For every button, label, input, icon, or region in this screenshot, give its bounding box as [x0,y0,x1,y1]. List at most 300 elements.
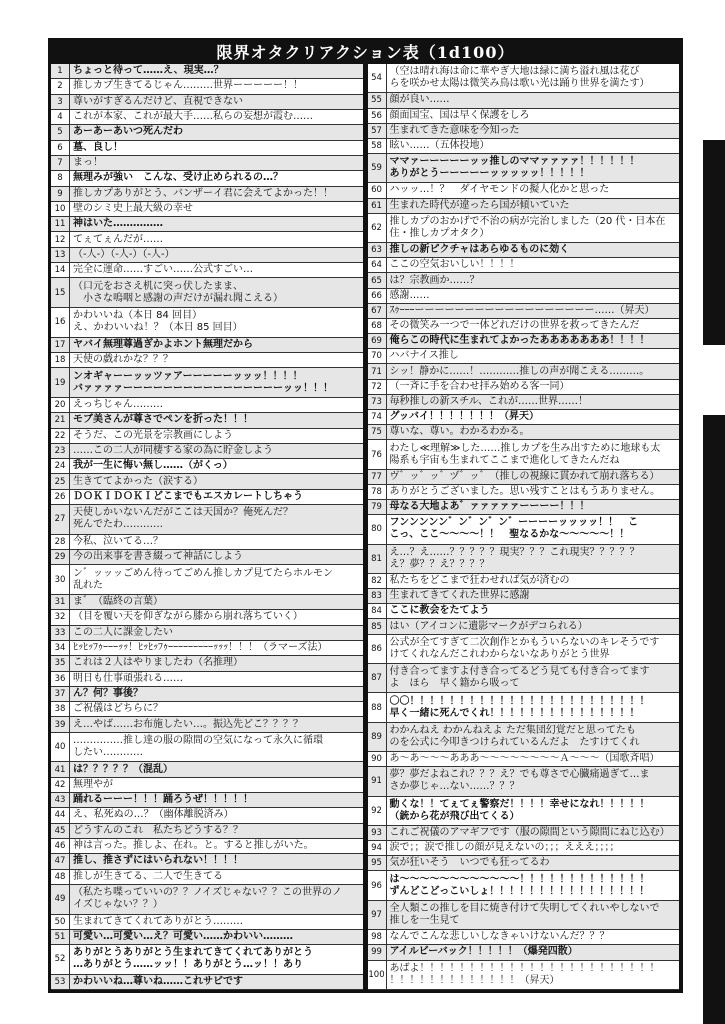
table-row [51,263,363,278]
row-text: これは２人はやりましたわ（名推理） [73,657,243,669]
row-text: 無理みが強い こんな、受け止められるの…？ [73,172,283,184]
row-number: 97 [368,901,387,929]
row-text: 今の出来事を書き綴って神話にしよう [73,551,243,563]
row-number: 46 [51,839,70,853]
table-row [368,485,680,500]
row-text: えっちじゃん……… [73,399,163,411]
row-number: 78 [368,485,387,499]
table-row [51,626,363,641]
table-row [51,778,363,793]
row-number: 64 [368,258,387,272]
row-number: 81 [368,545,387,573]
row-text: ＤＯＫＩＤＯＫＩどこまでもエスカレートしちゃう [73,490,303,502]
row-number: 96 [368,871,387,899]
row-text: 推しカプのおかげで不治の病が完治しました（20 代・日本在 住・推しカプオタク） [389,215,666,239]
table-row [368,304,680,319]
table-row [51,125,363,140]
row-number: 34 [51,641,70,655]
row-number: 35 [51,656,70,670]
row-text: 推しカプ生きてるじゃん………世界ーーーーー！！ [73,80,303,92]
table-row [368,635,680,664]
row-text: 涙で；；涙で推しの顔が見えないの；；；えええ；；；； [389,842,620,854]
table-row [51,656,363,671]
row-number: 54 [368,64,387,92]
table-row [368,380,680,395]
row-number: 91 [368,767,387,795]
row-text: （口元をおさえ机に突っ伏したまま、 小さな嗚咽と感謝の声だけが漏れ聞こえる） [73,280,283,304]
row-text: ヴ゛ッ゛ッ゛ヅ゛ッ゛（推しの視線に貫かれて崩れ落ちる） [389,470,660,482]
row-number: 56 [368,109,387,123]
table-row [368,440,680,469]
row-text: フンンンンン゛ン゛ン゛ン゛ーーーーッッッッ！！ こ こっ、ここ～～～～！！ 聖なるかな～～～～～！！ [389,517,639,541]
row-number: 19 [51,368,70,397]
row-text: ﾋｯﾋｯﾌｩｰｰｰｯｯ！ﾋｯﾋｯﾌｩｰｰｰｰｰｰｰｰｰｯｯｯ！！！（ラマーズ法） [73,642,328,654]
table-row [51,641,363,656]
row-text: 母なる大地よあ゛ァァァァァーーーー！！！ [389,501,590,513]
table-row [51,550,363,565]
table-row [51,733,363,763]
row-number: 28 [51,535,70,549]
table-row [51,459,363,474]
table-row [368,545,680,574]
row-text: ママァーーーーーッッ推しのママァァァァ！！！！！！ ありがとうーーーーーッッッッッ！！！！！ [389,156,640,180]
row-text: （-人-）（-人-）（-人-） [73,248,175,260]
row-number: 87 [368,664,387,692]
row-number: 37 [51,687,70,701]
table-row [51,353,363,368]
row-text: ここの空気おいしい！！！！ [389,259,520,271]
table-row [368,693,680,722]
row-number: 69 [368,334,387,348]
row-text: この二人に課金したい [73,626,173,638]
table-row [51,217,363,232]
row-number: 11 [51,217,70,231]
row-number: 41 [51,762,70,776]
row-text: 天使の戯れかな？？？ [73,354,173,366]
row-number: 53 [51,975,70,989]
row-number: 7 [51,156,70,170]
row-number: 74 [368,410,387,424]
row-number: 49 [51,885,70,914]
row-number: 15 [51,278,70,307]
table-row [368,395,680,410]
row-text: 生まれてきてくれてありがとう……… [73,915,243,927]
row-text: 〇〇！！！！！！！！！！！！！！！！！！！！！！！！ 早く一緒に死んでくれ！！！！！！！！！！！！！！！ [389,695,650,719]
row-number: 47 [51,854,70,868]
row-number: 60 [368,183,387,197]
table-row [368,619,680,634]
row-text: は？宗教画か……？ [389,274,480,286]
table-row [368,470,680,485]
table-row [368,767,680,796]
table-row [51,945,363,975]
table-row [51,171,363,186]
row-text: 付き合ってますよ付き合ってるどう見ても付き合ってます よ ほら 早く籍から吸って [389,666,650,690]
row-number: 93 [368,826,387,840]
row-text: なんでこんな悲しいしなきゃいけないんだ？？？ [389,931,610,943]
row-number: 82 [368,574,387,588]
row-number: 40 [51,733,70,762]
table-row [51,793,363,808]
reaction-table [48,38,683,993]
row-number: 92 [368,797,387,825]
table-row [368,64,680,93]
row-text: ここに教会をたてよう [389,605,490,617]
table-row [368,139,680,154]
row-number: 25 [51,474,70,488]
table-row [51,915,363,930]
table-row [51,368,363,398]
table-row [51,490,363,505]
side-tab-upper [703,140,725,345]
row-number: 27 [51,505,70,534]
row-text: は～～～～～～～～～～～～！！！！！！！！！！！！！ ずんどこどっこいしょ！！！！！！！！！！！！！！！！ [389,873,650,897]
row-number: 79 [368,500,387,514]
row-text: 公式が全てすぎて二次創作とかもういらないのキレそうです けてくれなんだこれわからないなありがとう世界 [389,636,660,660]
table-row [51,308,363,338]
row-number: 38 [51,702,70,716]
row-text: 生きててよかった（涙する） [73,475,203,487]
row-number: 100 [368,961,387,989]
table-row [51,64,363,79]
table-row [51,95,363,110]
table-column-left [51,64,364,990]
row-text: ちょっと待って……え、現実…？ [73,65,224,77]
row-text: 神は言った。推しよ、在れ。と。すると推しがいた。 [73,840,314,852]
row-text: かわいいね（本日 84 回目） え、かわいいね！？（本日 85 回目） [73,310,243,334]
table-row [51,839,363,854]
row-text: 俺らこの時代に生まれてよかったあああああああ！！！！ [389,335,650,347]
table-row [368,826,680,841]
row-number: 94 [368,841,387,855]
table-row [368,797,680,826]
row-text: （一斉に手を合わせ拝み始める客一同） [389,380,570,392]
row-text: は？？？？？（混乱） [73,763,173,775]
row-text: モブ美さんが尊さでペンを折った！！！ [73,414,253,426]
row-number: 61 [368,199,387,213]
row-text: わたし≪理解≫した……推しカプを生み出すために地球も太 陽系も宇宙も生まれてここまで進化してきたんだね [389,442,661,466]
table-row [51,687,363,702]
row-number: 29 [51,550,70,564]
row-text: 推しが生きてる、二人で生きてる [73,870,223,882]
row-text: 推しカプありがとう、バンザーイ君に会えてよかった！！ [73,187,333,199]
row-text: 可愛い…可愛い…え？可愛い……かわいい……… [73,930,293,942]
table-row [51,232,363,247]
table-row [51,870,363,885]
row-number: 24 [51,459,70,473]
row-number: 50 [51,915,70,929]
table-column-right [368,64,681,990]
table-row [368,319,680,334]
row-text: てぇてぇんだが…… [73,233,163,245]
table-row [368,243,680,258]
row-text: あ～あ～～～あああ～～～～～～～～Ａ～～～（国歌斉唱） [389,753,660,765]
table-row [368,214,680,243]
row-number: 3 [51,95,70,109]
row-text: 顔が良い…… [389,94,450,106]
row-text: 踊れるーーー！！！踊ろうぜ！！！！！ [73,794,253,806]
row-number: 72 [368,380,387,394]
row-text: 気が狂いそう いつでも狂ってるわ [389,857,550,869]
row-number: 99 [368,945,387,959]
row-number: 9 [51,187,70,201]
table-row [368,945,680,960]
table-row [368,961,680,990]
table-row [51,702,363,717]
row-text: 完全に運命……すごい……公式すごい… [73,264,253,276]
table-row [51,672,363,687]
row-text: 顔面国宝、国は早く保護をしろ [389,109,530,121]
row-number: 12 [51,232,70,246]
table-row [368,124,680,139]
row-number: 31 [51,595,70,609]
table-row [368,664,680,693]
table-row [368,289,680,304]
row-text: 私たちをどこまで狂わせれば気が済むの [389,575,570,587]
table-row [51,444,363,459]
row-text: 夢？夢だよねこれ？？？え？でも尊さで心臓痛過ぎて…ま さか夢じゃ…ない……？？？ [389,769,650,793]
row-text: 墓、良し！ [73,141,123,153]
row-text: ありがとうございました。思い残すことはもうありません。 [389,485,661,497]
row-text: シッ！静かに……！…………推しの声が聞こえる………。 [389,365,650,377]
row-number: 86 [368,635,387,663]
row-number: 63 [368,243,387,257]
row-number: 83 [368,589,387,603]
row-number: 42 [51,778,70,792]
row-number: 45 [51,824,70,838]
row-number: 8 [51,171,70,185]
row-text: 生まれてきてくれた世界に感謝 [389,590,530,602]
row-number: 76 [368,440,387,468]
row-number: 4 [51,110,70,124]
table-row [51,398,363,413]
table-row [51,565,363,595]
row-number: 88 [368,693,387,721]
row-text: わかんねえ わかんねえよ ただ集団幻覚だと思ってたも のを公式に今叩きつけられているんだよ たすけてくれ [389,724,640,748]
table-row [51,413,363,428]
table-row [368,841,680,856]
table-row [51,717,363,732]
row-number: 90 [368,752,387,766]
row-number: 32 [51,610,70,624]
row-text: 眩い……（五体投地） [389,139,490,151]
row-number: 85 [368,619,387,633]
row-text: かわいいね…尊いね……これサビです [73,975,243,987]
row-text: 今私、泣いてる…？ [73,535,163,547]
table-row [368,515,680,544]
table-row [51,187,363,202]
row-text: はい（アイコンに遺影マークがデコられる） [389,620,588,632]
row-text: ん？何？事後？ [73,687,143,699]
table-row [51,808,363,823]
table-row [368,349,680,364]
row-text: え、私死ぬの…？（幽体離脱済み） [73,809,234,821]
table-row [368,410,680,425]
row-number: 98 [368,930,387,944]
table-row [368,258,680,273]
table-title: 限界オタクリアクション表（1d100） [51,41,680,64]
row-number: 26 [51,490,70,504]
table-row [51,535,363,550]
table-row [51,278,363,308]
table-row [368,871,680,900]
row-text: 推しの新ピクチャはあらゆるものに効く [389,244,570,256]
row-number: 95 [368,856,387,870]
table-row [368,273,680,288]
row-number: 52 [51,945,70,974]
row-number: 33 [51,626,70,640]
row-number: 71 [368,364,387,378]
row-text: 全人類この推しを目に焼き付けて失明してくれいやしないで 推しを一生見て [389,903,660,926]
table-row [51,824,363,839]
row-number: 67 [368,304,387,318]
row-text: これご祝儀のアマギフです（服の隙間という隙間にねじ込む） [389,827,670,839]
row-text: 天使しかいないんだがここは天国か？俺死んだ？ 死んでたわ………… [73,507,293,531]
row-text: 生まれた時代が違ったら国が傾いていた [389,199,570,211]
row-number: 44 [51,808,70,822]
table-row [51,474,363,489]
row-number: 65 [368,273,387,287]
table-row [51,975,363,990]
table-row [368,589,680,604]
row-number: 5 [51,125,70,139]
row-text: 壁のシミ史上最大級の幸せ [73,202,193,214]
row-text: （目を覆い天を仰ぎながら膝から崩れ落ちていく） [73,611,303,623]
row-text: ま゛（臨終の言葉） [73,596,163,608]
table-row [368,199,680,214]
row-number: 6 [51,141,70,155]
row-text: 無理やが [73,778,113,790]
row-text: ありがとうありがとう生まれてきてくれてありがとう …ありがとう……ッッ！！ありがとう…ッ！！あり [73,947,313,971]
row-text: ン゛ッッッごめん待ってごめん推しカプ見てたらホルモン 乱れた [73,567,333,591]
table-row [51,505,363,535]
row-text: （私たち喋っていいの？？ノイズじゃない？？この世界のノ イズじゃない？？） [73,887,342,911]
table-row [51,762,363,777]
row-text: え…？え……？？？？？現実？？？これ現実？？？？？ え？夢？？え？？？？ [389,546,640,570]
row-number: 39 [51,717,70,731]
table-row [51,338,363,353]
row-text: 我が一生に悔い無し……（がくっ） [73,460,233,472]
table-row [368,364,680,379]
table-row [368,723,680,752]
row-text: 動くな！！てぇてぇ警察だ！！！！幸せになれ！！！！！ （銃から花が飛び出てくる） [389,798,650,822]
table-row [51,141,363,156]
table-row [51,110,363,125]
table-row [368,93,680,108]
table-row [51,595,363,610]
row-text: 明日も仕事頑張れる…… [73,672,183,684]
table-row [51,930,363,945]
row-number: 23 [51,444,70,458]
row-text: これが本家、これが最大手……私らの妄想が霞む…… [73,111,313,123]
row-text: ハバナイス推し [389,350,459,362]
row-number: 16 [51,308,70,337]
table-row [51,885,363,915]
row-number: 17 [51,338,70,352]
table-row [368,183,680,198]
row-number: 48 [51,870,70,884]
table-row [51,202,363,217]
row-text: グッバイ！！！！！！！（昇天） [389,411,539,423]
row-number: 14 [51,263,70,277]
row-number: 20 [51,398,70,412]
row-number: 36 [51,672,70,686]
row-number: 62 [368,214,387,242]
row-number: 21 [51,413,70,427]
row-number: 57 [368,124,387,138]
row-number: 84 [368,604,387,618]
row-text: まっ！ [73,157,103,169]
row-text: 推し、推さずにはいられない！！！！ [73,855,243,867]
table-row [51,156,363,171]
row-number: 77 [368,470,387,484]
table-row [51,429,363,444]
row-number: 75 [368,425,387,439]
row-number: 18 [51,353,70,367]
row-text: ……この二人が同棲する家の為に貯金しよう [73,444,273,456]
row-number: 80 [368,515,387,543]
table-row [368,425,680,440]
row-number: 59 [368,154,387,182]
table-row [368,930,680,945]
table-row [51,854,363,869]
row-number: 1 [51,64,70,78]
table-row [368,752,680,767]
table-row [368,500,680,515]
row-text: ……………推し達の服の隙間の空気になって永久に循環 したい………… [73,735,323,759]
table-row [368,334,680,349]
row-text: え…やば……お布施したい…。振込先どこ？？？？ [73,718,303,730]
row-number: 2 [51,79,70,93]
row-number: 58 [368,139,387,153]
row-text: アイルビーバック！！！！！（爆発四散） [389,946,578,958]
row-number: 68 [368,319,387,333]
row-text: 感謝…… [389,289,430,301]
row-text: あばよ！！！！！！！！！！！！！！！！！！！！！！！！ ！！！！！！！！！！！！！（昇天） [389,962,660,986]
table-row [368,604,680,619]
row-text: （空は晴れ海は命に華やぎ大地は緑に満ち溢れ風は花び らを咲かせ太陽は微笑み鳥は歌い光は踊り世界を満たす） [389,66,650,90]
row-text: 毎秒推しの新スチル、これが……世界……！ [389,395,588,407]
row-number: 66 [368,289,387,303]
table-row [368,109,680,124]
table-row [51,79,363,94]
row-text: 神はいた…………… [73,218,163,230]
table-row [368,154,680,183]
row-text: ｽｩｰｰｰーーーーーーーーーーーーーーーーーー……（昇天） [389,304,655,316]
row-number: 30 [51,565,70,594]
table-row [368,574,680,589]
row-number: 13 [51,248,70,262]
row-text: ハッッ…！？ ダイヤモンドの擬人化かと思った [389,184,610,196]
row-text: どうすんのこれ 私たちどうする？？ [73,824,243,836]
row-number: 43 [51,793,70,807]
side-tab-lower [703,415,725,1024]
row-number: 89 [368,723,387,751]
table-row [51,610,363,625]
row-text: その微笑み一つで一体どれだけの世界を救ってきたんだ [389,320,640,332]
row-text: 尊いな、尊い。わかるわかる。 [389,426,530,438]
table-row [368,901,680,930]
row-text: 生まれてきた意味を今知った [389,124,520,136]
row-text: ンオギャーーッッツァアーーーーーッッッ！！！！ バァァァァーーーーーーーーーーーーーーーーッッ！！！ [73,370,333,394]
row-number: 51 [51,930,70,944]
row-text: ヤバイ無理尊過ぎかよホント無理だから [73,338,253,350]
row-text: 尊いがすぎるんだけど、直視できない [73,95,243,107]
row-text: あーあーあいつ死んだわ [73,126,183,138]
row-number: 22 [51,429,70,443]
row-number: 10 [51,202,70,216]
row-number: 73 [368,395,387,409]
